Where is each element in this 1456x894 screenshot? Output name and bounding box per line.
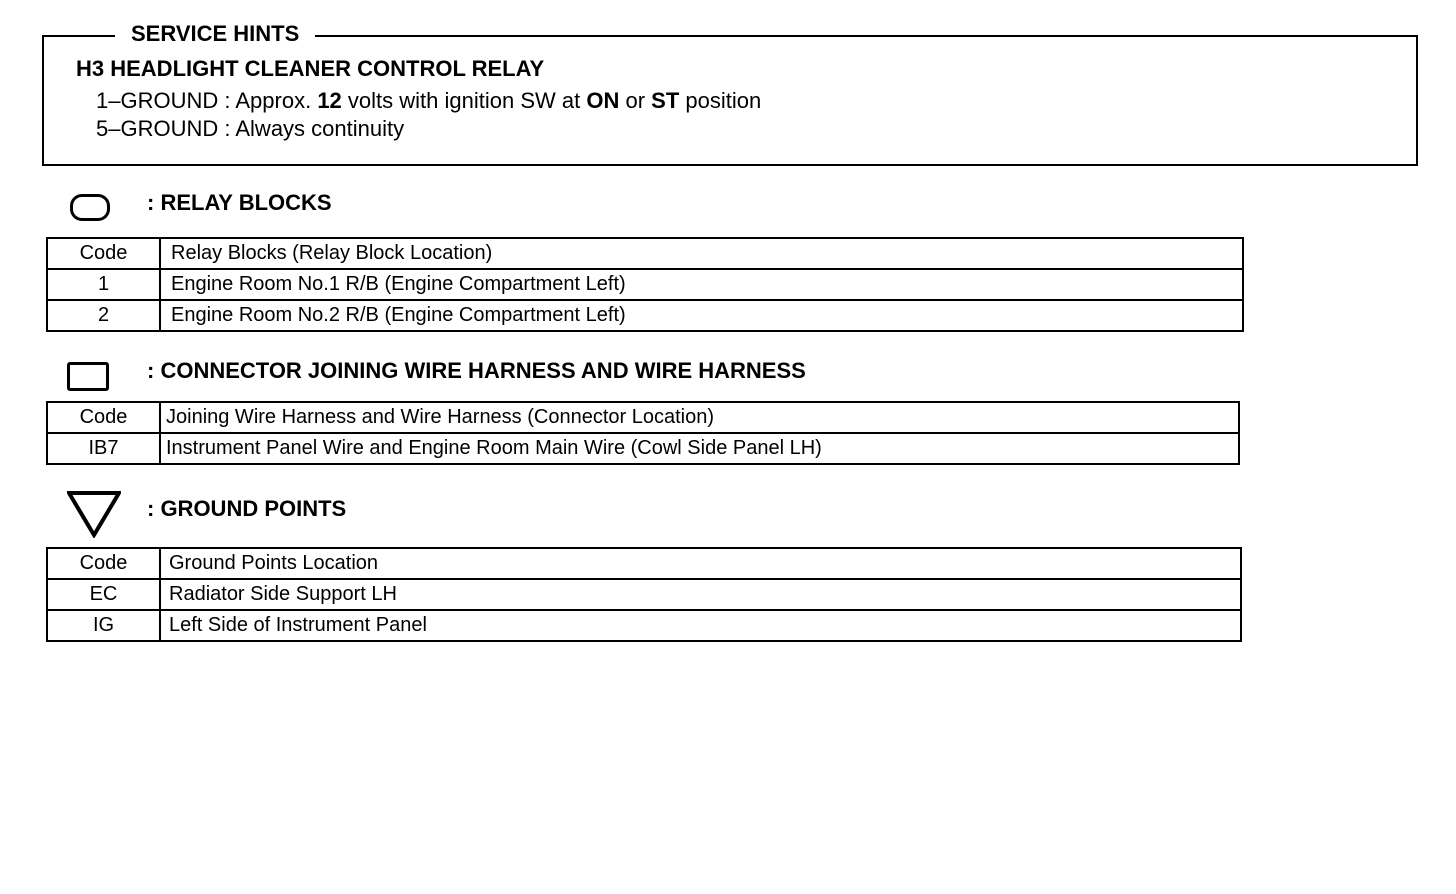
service-hints-title: SERVICE HINTS: [115, 20, 315, 48]
row-code: 2: [47, 300, 160, 331]
header-code: Code: [47, 548, 160, 579]
header-code: Code: [47, 238, 160, 269]
table-row: [47, 433, 1239, 464]
row-desc: Instrument Panel Wire and Engine Room Main Wire (Cowl Side Panel LH): [160, 433, 1239, 464]
header-desc: Relay Blocks (Relay Block Location): [160, 238, 1243, 269]
table-row: [47, 269, 1243, 300]
hint-line-2: 5–GROUND : Always continuity: [96, 116, 405, 141]
hint-line-1: 1–GROUND : Approx. 12 volts with ignition SW at ON or ST position: [96, 88, 762, 113]
row-code: 1: [47, 269, 160, 300]
ground-points-table: [46, 547, 1242, 642]
relay-blocks-title: : RELAY BLOCKS: [147, 190, 332, 215]
row-desc: Engine Room No.1 R/B (Engine Compartment Left): [160, 269, 1243, 300]
table-header-row: [47, 548, 1241, 579]
row-desc: Radiator Side Support LH: [160, 579, 1241, 610]
rounded-rectangle-icon: [70, 194, 110, 221]
row-code: IB7: [47, 433, 160, 464]
table-header-row: [47, 402, 1239, 433]
relay-blocks-table: [46, 237, 1244, 332]
inverted-triangle-icon: [67, 490, 121, 538]
header-desc: Ground Points Location: [160, 548, 1241, 579]
table-header-row: [47, 238, 1243, 269]
header-desc: Joining Wire Harness and Wire Harness (Connector Location): [160, 402, 1239, 433]
ground-points-title: : GROUND POINTS: [147, 496, 347, 521]
table-row: [47, 579, 1241, 610]
relay-heading: H3 HEADLIGHT CLEANER CONTROL RELAY: [76, 56, 545, 81]
row-desc: Left Side of Instrument Panel: [160, 610, 1241, 641]
rectangle-icon: [67, 362, 109, 391]
row-desc: Engine Room No.2 R/B (Engine Compartment Left): [160, 300, 1243, 331]
header-code: Code: [47, 402, 160, 433]
connectors-table: [46, 401, 1240, 465]
row-code: IG: [47, 610, 160, 641]
table-row: [47, 610, 1241, 641]
connectors-title: : CONNECTOR JOINING WIRE HARNESS AND WIRE HARNESS: [147, 358, 806, 383]
row-code: EC: [47, 579, 160, 610]
table-row: [47, 300, 1243, 331]
